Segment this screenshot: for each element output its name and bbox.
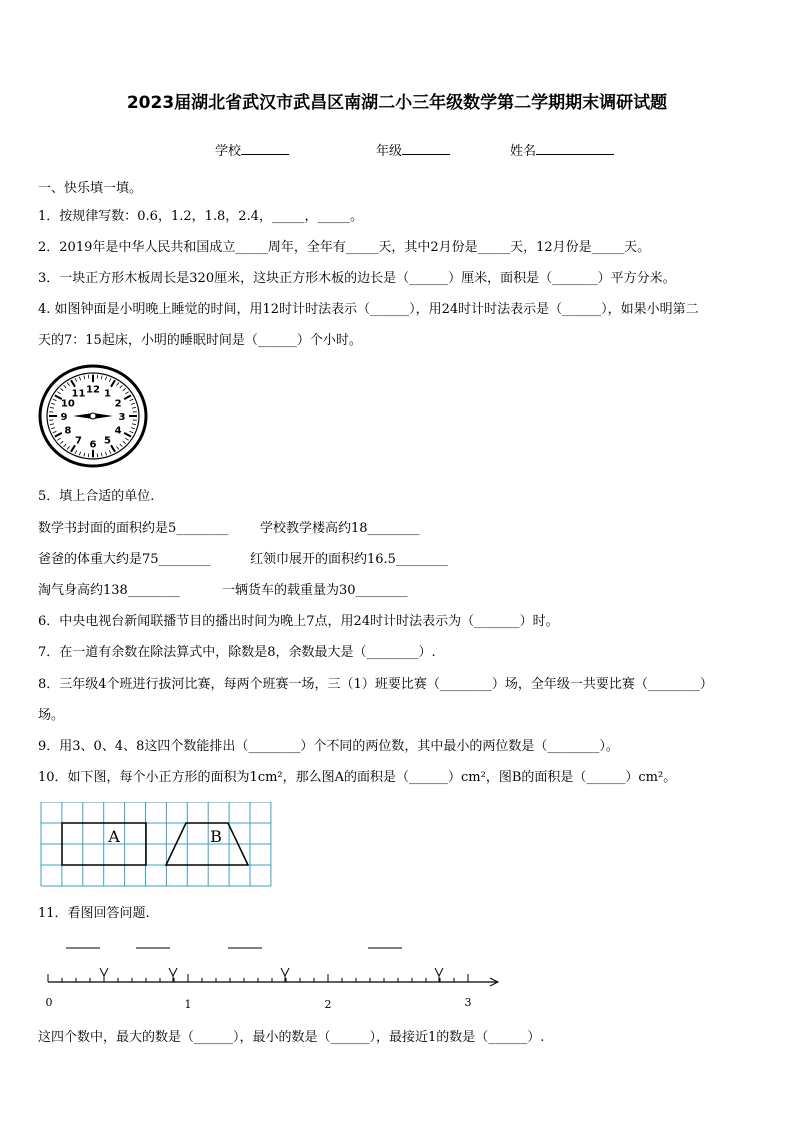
question-10: 10．如下图，每个小正方形的面积为1cm²，那么图A的面积是（______）cm²，图B的面积是（______）cm²。 [38, 770, 677, 785]
clock-tick [79, 377, 80, 381]
clock-tick [123, 441, 126, 444]
name-field[interactable] [510, 140, 614, 159]
clock-number: 7 [75, 435, 82, 447]
question-4-line-1: 4. 如图钟面是小明晚上睡觉的时间，用12时计时法表示（______），用24时计时法表示是（______），如果小明第二 [38, 302, 699, 317]
clock-number: 3 [118, 412, 126, 423]
clock-number: 9 [60, 412, 68, 423]
clock-tick [117, 446, 119, 449]
clock-number: 12 [86, 384, 100, 396]
clock-tick [60, 441, 63, 444]
question-8-line-2: 场。 [38, 708, 65, 723]
clock-tick [53, 431, 57, 433]
question-5c: 爸爸的体重大约是75________ [38, 552, 211, 567]
clock-tick [117, 383, 119, 386]
clock-tick [84, 453, 85, 457]
clock-tick [132, 424, 136, 425]
question-9: 9．用3、0、4、8这四个数能排出（________）个不同的两位数，其中最小的两位数是（________）。 [38, 739, 619, 754]
clock-tick [101, 376, 102, 380]
clock-tick [57, 392, 60, 394]
clock-number: 8 [64, 425, 72, 437]
question-6: 6．中央电视台新闻联播节目的播出时间为晚上7点，用24时计时法表示为（_______）时。 [38, 614, 559, 629]
clock-tick [109, 450, 111, 453]
clock-tick [101, 453, 102, 457]
clock-tick [124, 395, 131, 399]
clock-tick [120, 444, 123, 447]
clock-tick [124, 433, 131, 437]
clock-tick [67, 383, 69, 386]
question-5a: 数学书封面的面积约是5________ [38, 521, 229, 536]
question-5f: 一辆货车的载重量为30________ [222, 583, 408, 598]
clock-tick [50, 424, 54, 425]
name-label: 姓名 [510, 144, 537, 159]
school-field[interactable] [215, 140, 289, 159]
question-7: 7．在一道有余数在除法算式中，除数是8，余数最大是（________）. [38, 645, 436, 660]
question-11: 11．看图回答问题. [38, 906, 150, 921]
question-5b: 学校教学楼高约18________ [260, 521, 420, 536]
figure-a-label: A [108, 827, 120, 846]
clock-tick [71, 380, 75, 387]
question-2: 2．2019年是中华人民共和国成立_____周年，全年有_____天，其中2月份是_____天，12月份是_____天。 [38, 240, 651, 255]
figure-b-label: B [210, 827, 222, 846]
clock-tick [84, 376, 85, 380]
question-11-answer: 这四个数中，最大的数是（______），最小的数是（______），最接近1的数是（______）. [38, 1030, 545, 1045]
clock-tick [120, 385, 123, 388]
clock-tick [51, 428, 55, 429]
clock-tick [109, 378, 111, 381]
clock-tick [132, 407, 136, 408]
number-line-figure [38, 938, 508, 1016]
clock-tick [105, 377, 106, 381]
clock-tick [53, 399, 57, 401]
clock-tick [130, 431, 134, 433]
question-4-line-2: 天的7：15起床，小明的睡眠时间是（______）个小时。 [38, 333, 362, 348]
clock-tick [55, 433, 62, 437]
question-5d: 红领巾展开的面积约16.5________ [250, 552, 448, 567]
nl-label-0: 0 [45, 996, 53, 1009]
nl-label-2: 2 [324, 998, 332, 1011]
clock-number: 1 [104, 388, 111, 400]
clock-tick [57, 438, 60, 440]
nl-label-3: 3 [464, 996, 472, 1009]
question-1: 1．按规律写数：0.6，1.2，1.8，2.4，_____，_____。 [38, 209, 363, 224]
clock-tick [130, 399, 134, 401]
clock-tick [67, 446, 69, 449]
clock-number: 2 [114, 398, 122, 410]
clock-tick [111, 380, 115, 387]
clock-tick [125, 392, 128, 394]
question-8-line-1: 8．三年级4个班进行拔河比赛，每两个班赛一场，三（1）班要比赛（________）场，全年级一共要比赛（________） [38, 677, 713, 692]
clock-number: 10 [60, 398, 75, 410]
clock-tick [131, 428, 135, 429]
clock-tick [64, 444, 67, 447]
clock-number: 11 [71, 388, 86, 400]
clock-tick [123, 388, 126, 391]
question-5e: 淘气身高约138________ [38, 583, 180, 598]
clock-tick [50, 407, 54, 408]
clock-number: 5 [104, 435, 111, 447]
nl-label-1: 1 [184, 998, 192, 1011]
question-5: 5．填上合适的单位. [38, 489, 155, 504]
section-heading: 一、快乐填一填。 [38, 181, 143, 196]
grade-field[interactable] [376, 140, 450, 159]
grid-figure [40, 802, 274, 888]
question-3: 3．一块正方形木板周长是320厘米，这块正方形木板的边长是（______）厘米，面积是（_______）平方分米。 [38, 271, 676, 286]
clock-tick [51, 403, 55, 404]
clock-tick [111, 445, 115, 452]
clock-tick [131, 403, 135, 404]
clock-tick [75, 378, 77, 381]
clock-figure [38, 364, 150, 470]
page-title: 2023届湖北省武汉市武昌区南湖二小三年级数学第二学期期末调研试题 [126, 93, 668, 113]
clock-tick [64, 385, 67, 388]
clock-tick [75, 450, 77, 453]
clock-number: 6 [89, 439, 97, 451]
clock-tick [60, 388, 63, 391]
clock-number: 4 [114, 425, 122, 437]
clock-tick [125, 438, 128, 440]
clock-tick [105, 452, 106, 456]
school-label: 学校 [215, 144, 242, 159]
grade-label: 年级 [376, 144, 403, 159]
clock-tick [79, 452, 80, 456]
